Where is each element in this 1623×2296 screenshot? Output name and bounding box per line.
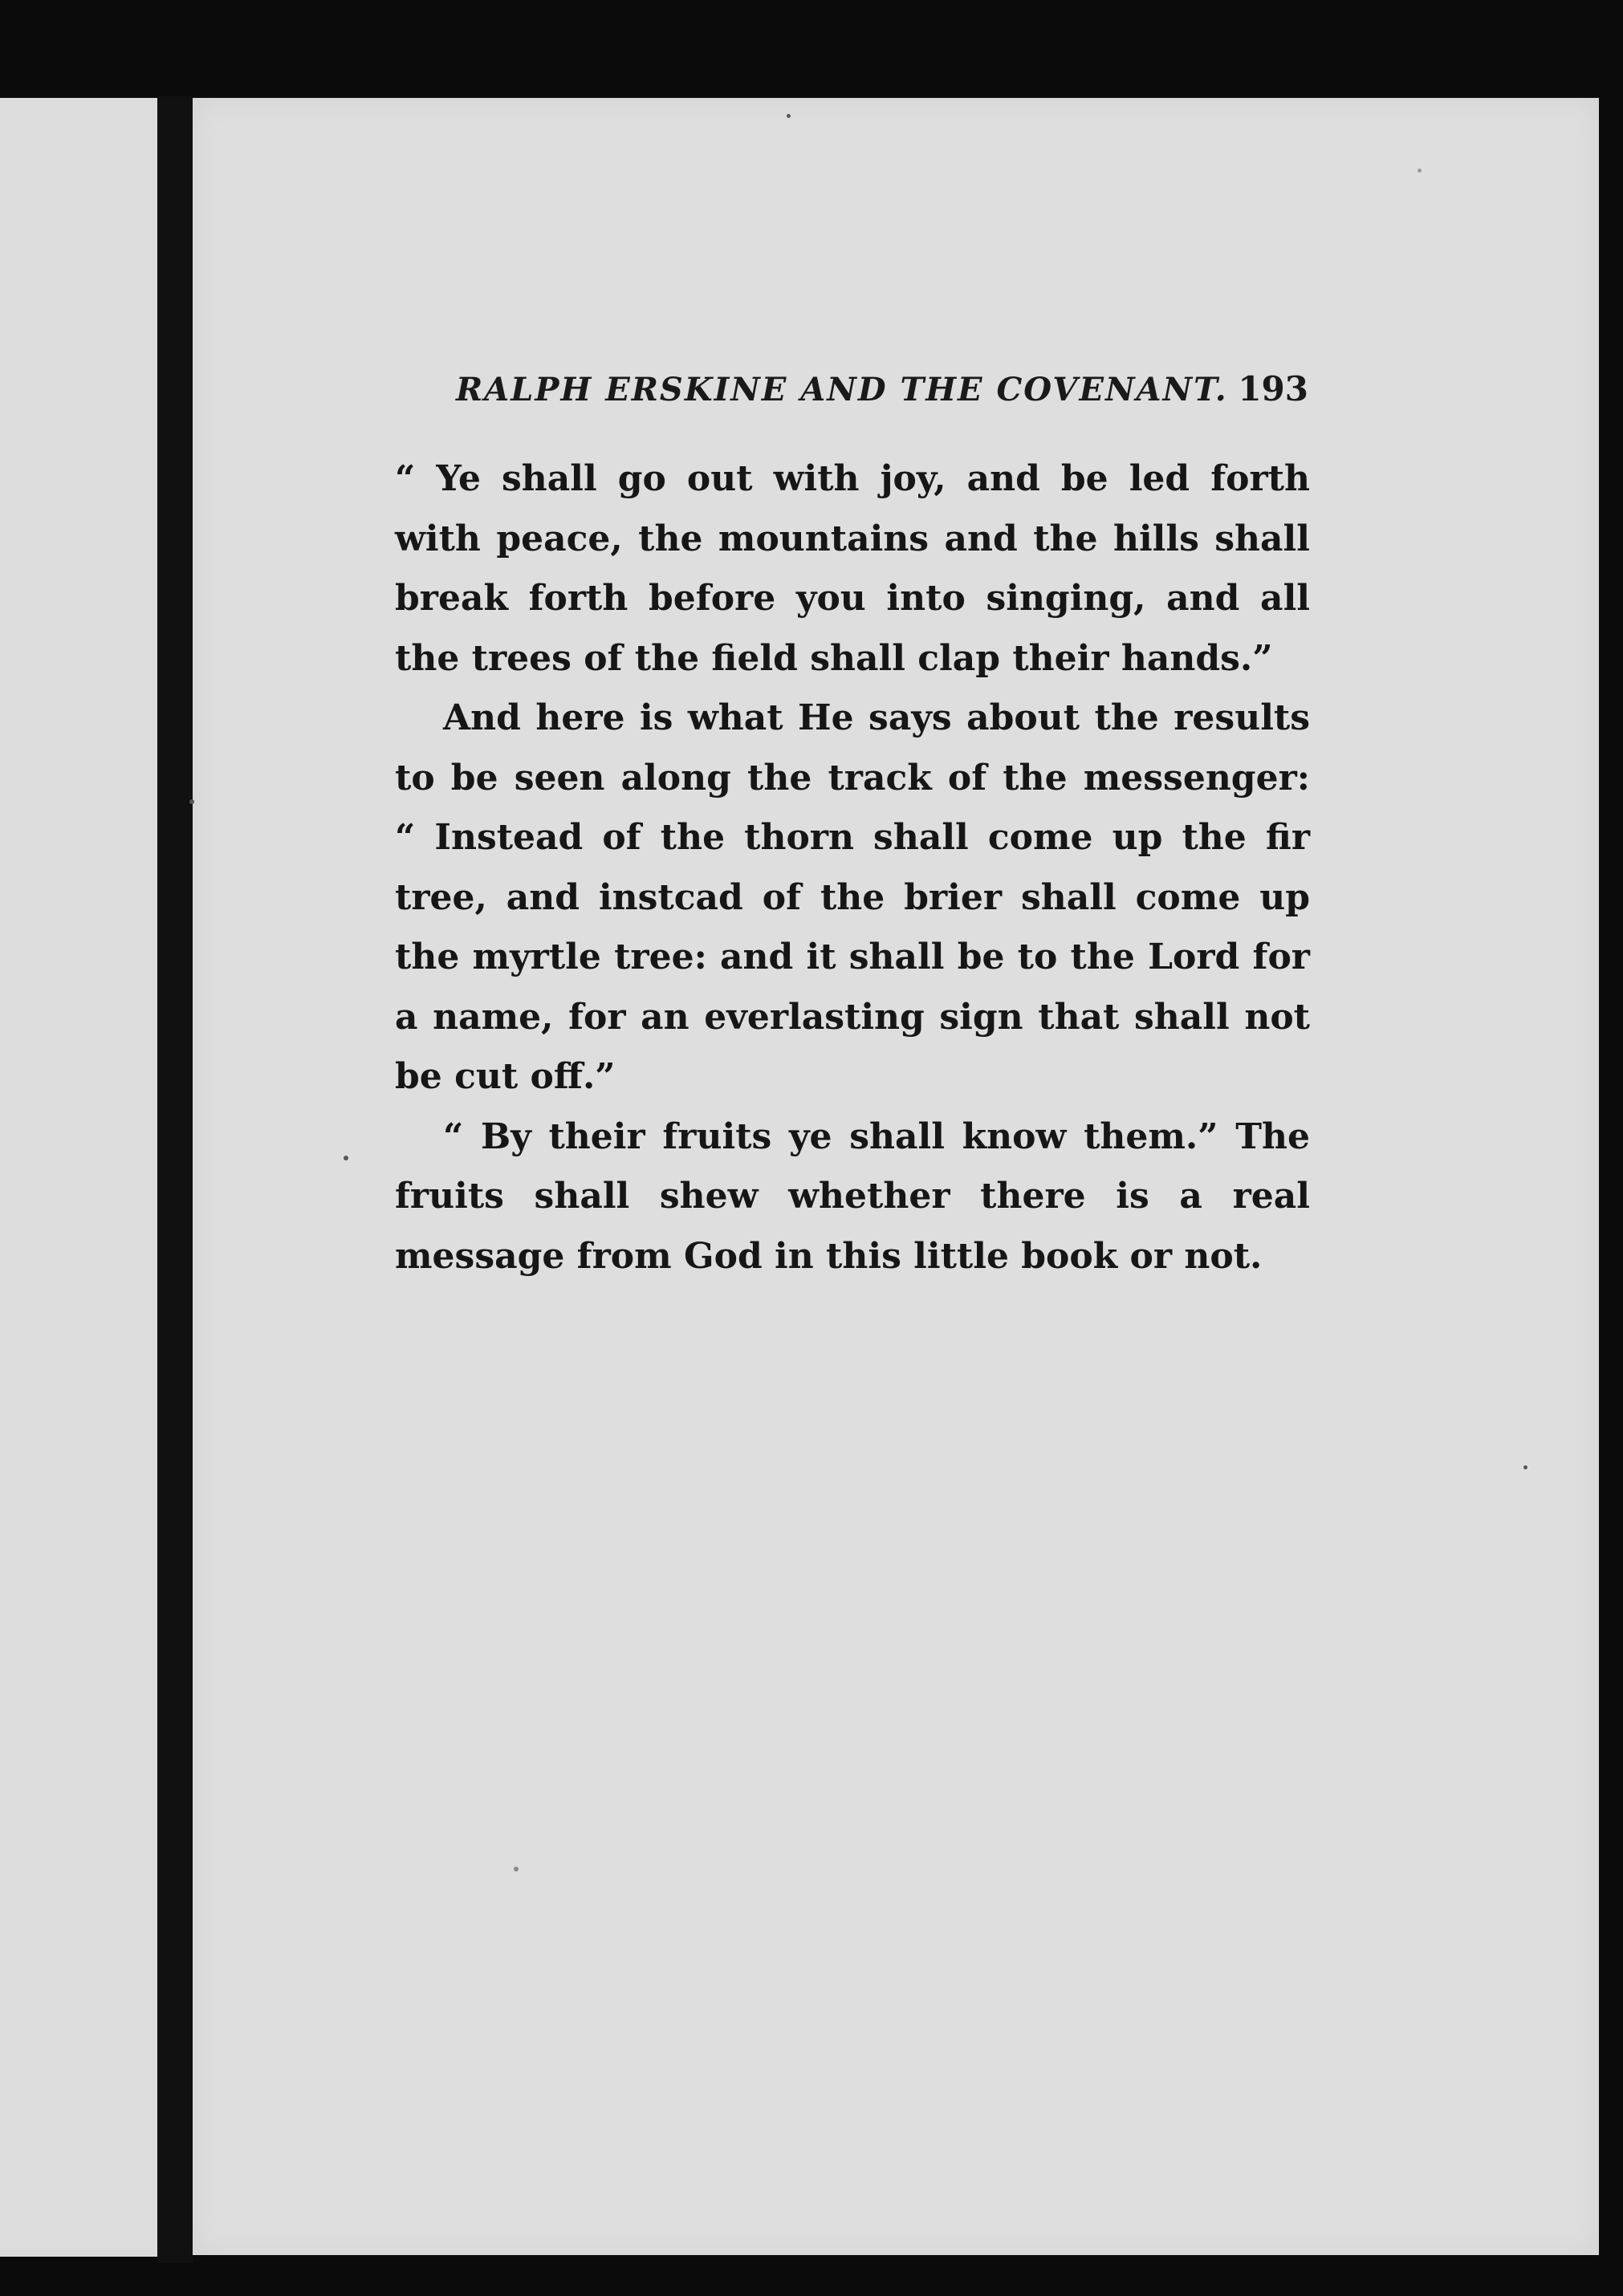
running-head-title: RALPH ERSKINE AND THE COVENANT. [456, 371, 1228, 408]
paragraph-quote-joy: “ Ye shall go out with joy, and be led forth with peace, the mountains and the hills shall break forth before you into singing, and all the trees of the field shall clap their hands.” [395, 458, 1310, 679]
body-text [395, 449, 1310, 1286]
paragraph-results: And here is what He says about the results to be seen along the track of the messenger: “ Instead of the thorn shall come up the fir tree, and instcad of the brier shall come up the myrtle tree: and it shall be to the Lord for a name, for an everlasting sign that shall not be cut off.” [395, 697, 1310, 1097]
scan-speck [1523, 1465, 1527, 1469]
scan-speck [787, 114, 791, 118]
running-head [393, 368, 1308, 416]
book-binding-gutter [157, 96, 193, 2263]
paragraph-fruits: “ By their fruits ye shall know them.” The fruits shall shew whether there is a real message from God in this little book or not. [395, 1115, 1310, 1277]
scan-speck [514, 1867, 519, 1871]
scan-speck [1418, 169, 1422, 173]
scan-speck [189, 799, 194, 804]
facing-page-edge [0, 98, 157, 2257]
page-number: 193 [1238, 369, 1308, 408]
scan-speck [344, 1156, 348, 1160]
